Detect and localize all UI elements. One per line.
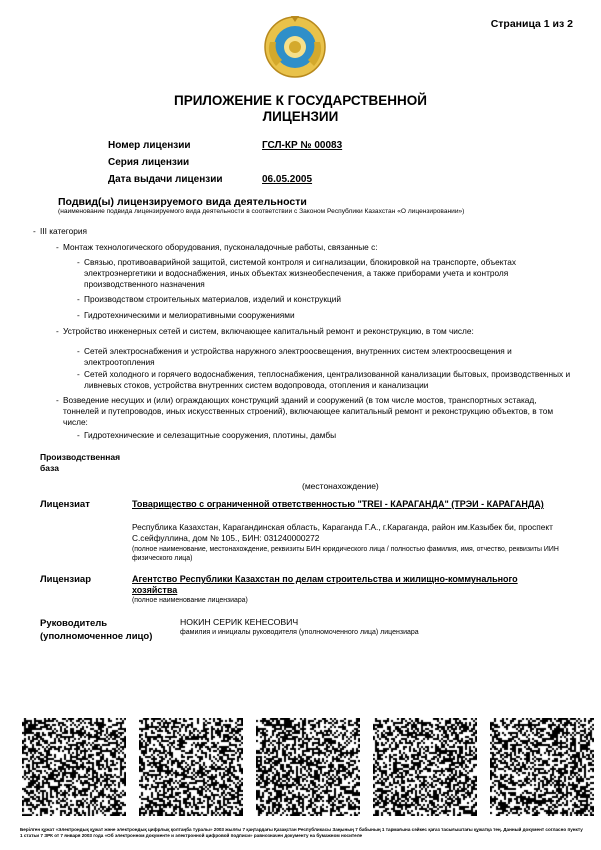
license-number-label: Номер лицензии [108,140,191,151]
head-note: фамилия и инициалы руководителя (уполномоченного лица) лицензиара [180,629,419,636]
qr-code-icon [22,718,126,816]
activity-item: - Сетей электроснабжения и устройства наружного электроосвещения, внутренних систем электроосвещения и электроотопления [77,346,512,367]
license-date-label: Дата выдачи лицензии [108,174,223,185]
licensor-name: Агентство Республики Казахстан по делам строительства и жилищно-коммунального хозяйства [132,574,518,595]
licensee-name: Товарищество с ограниченной ответственностью "TREI - КАРАГАНДА" (ТРЭИ - КАРАГАНДА) [132,499,544,509]
activity-group-1: - Монтаж технологического оборудования, пусконаладочные работы, связанные с: [56,242,378,252]
licensee-label: Лицензиат [40,499,90,510]
licensor-label: Лицензиар [40,574,92,585]
licensor-note: (полное наименование лицензиара) [132,597,248,604]
section-title: Подвид(ы) лицензируемого вида деятельности [58,196,307,208]
activity-item: - Гидротехнические и селезащитные сооружения, плотины, дамбы [77,430,337,440]
head-label [40,617,152,643]
head-name: НОКИН СЕРИК КЕНЕСОВИЧ [180,617,299,627]
title-line-1: ПРИЛОЖЕНИЕ К ГОСУДАРСТВЕННОЙ [173,93,428,108]
qr-code-icon [373,718,477,816]
head-label-line-2: (уполномоченное лицо) [40,631,153,642]
activity-group-2: - Устройство инженерных сетей и систем, включающее капитальный ремонт и реконструкцию, в том числе: [56,326,474,336]
footer-legal-note: Берілген құжат «Электрондық құжат және электрондық цифрлық қолтаңба туралы» 2003 жылғы 7 қаңтардағы Қазақстан Республикасы Заңының 7 бабының 1 тармағына сәйкес қағаз тасығыштағы құжатқа тең. Данный документ согласно пункту 1 статьи 7 ЗРК от 7 января 2003 года «Об электронном документе и электронной цифровой подписи» равнозначен документу на бумажном носителе [20,827,583,838]
activity-item: - Производством строительных материалов, изделий и конструкций [77,294,341,304]
activity-item: - Сетей холодного и горячего водоснабжения, теплоснабжения, централизованной канализации бытовых, производственных и ливневых стоков, устройства внутренних систем водопровода, отопления и канализации [77,369,571,390]
state-emblem-icon [262,14,328,80]
head-label-line-1: Руководитель [40,618,108,629]
license-number-value: ГСЛ-КР № 00083 [262,140,343,151]
activity-group-3: - Возведение несущих и (или) ограждающих конструкций зданий и сооружений (в том числе мостов, транспортных эстакад, тоннелей и путепроводов, иных искусственных строений), включающее капитальный ремонт и реконструкцию объектов, в том числе: [56,395,554,427]
section-subtitle: (наименование подвида лицензируемого вида деятельности в соответствии с Законом Республики Казахстан «О лицензировании») [58,208,465,215]
activity-item: - Гидротехническими и мелиоративными сооружениями [77,310,295,320]
licensee-address: Республика Казахстан, Карагандинская область, Караганда Г.А., г.Караганда, район им.Казыбек би, проспект С.сейфуллина, дом № 105., БИН: 031240000272 [132,522,553,543]
location-caption: (местонахождение) [302,481,379,491]
licensee-note: (полное наименование, местонахождение, реквизиты БИН юридического лица / полностью фамилия, имя, отчество, реквизиты ИИН физического лица) [132,546,559,562]
activity-category: - III категория [33,226,87,236]
license-series-label: Серия лицензии [108,157,190,168]
license-date-value: 06.05.2005 [262,174,313,185]
production-base-label: Производственная база [40,452,121,473]
page-number: Страница 1 из 2 [490,18,573,30]
title-line-2: ЛИЦЕНЗИИ [262,109,339,124]
activity-item: - Связью, противоаварийной защитой, системой контроля и сигнализации, блокировкой на транспорте, объектах электроэнергетики и водоснабжения, иных объектах жизнеобеспечения, а также приборами учета и контроля производственного назначения [77,257,516,289]
document-title [0,93,601,125]
qr-code-icon [256,718,360,816]
qr-code-icon [139,718,243,816]
qr-code-icon [490,718,594,816]
